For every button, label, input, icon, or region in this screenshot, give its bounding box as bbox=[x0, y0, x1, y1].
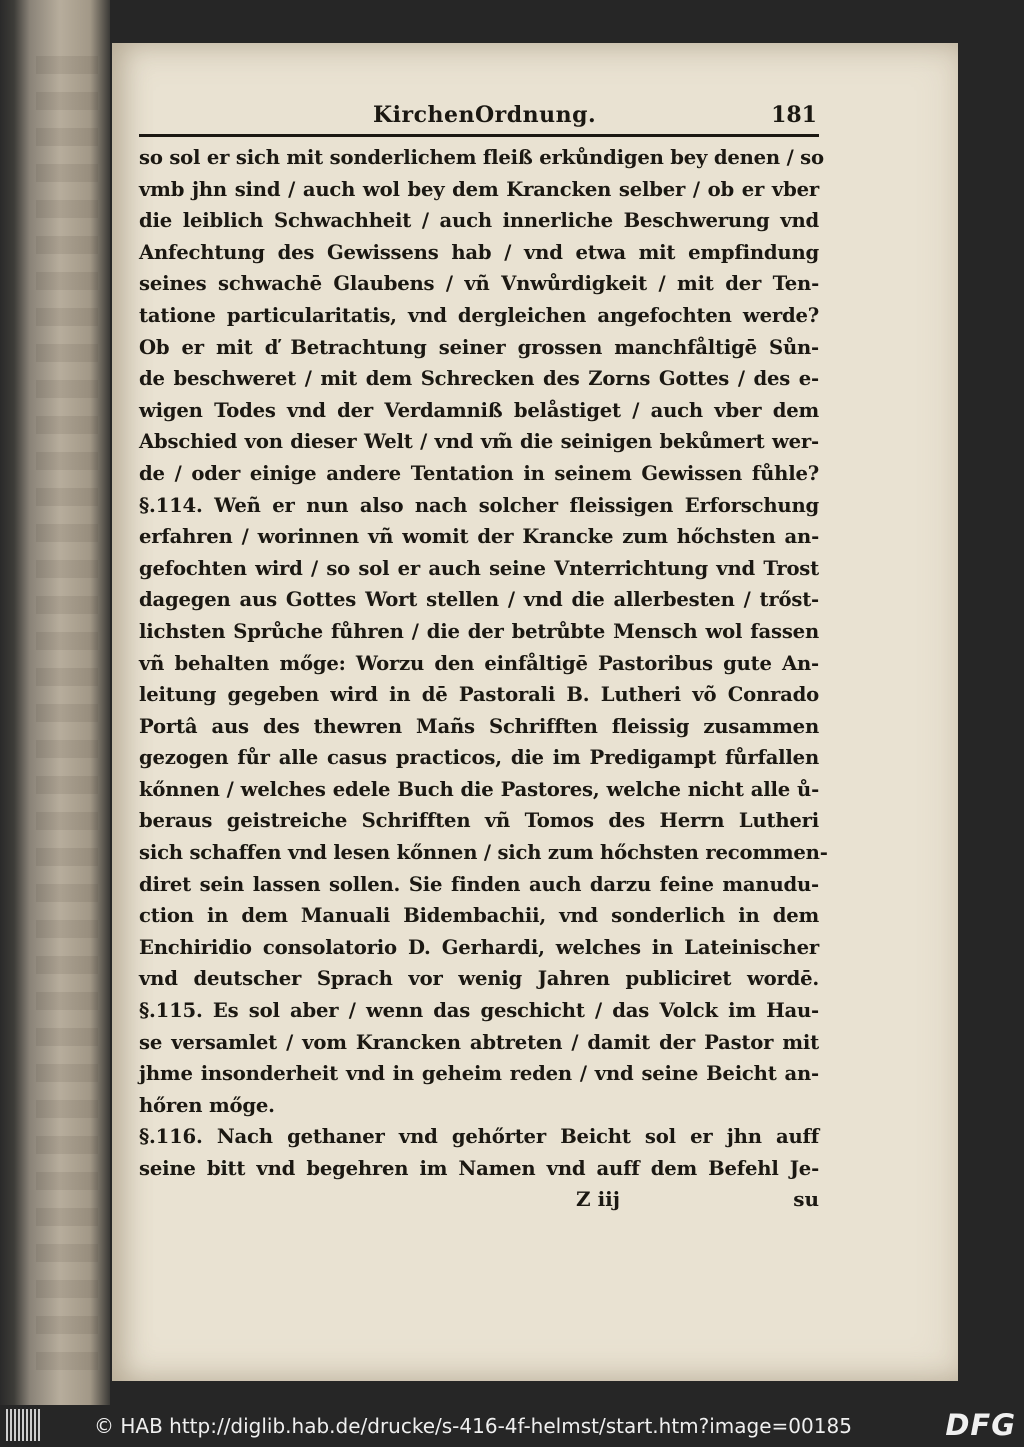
text-line: Ob er mit ď Betrachtung seiner grossen manchfåltigē Sůn- bbox=[139, 335, 819, 359]
text-line: vmb jhn sind / auch wol bey dem Krancken selber / ob er vber bbox=[139, 177, 819, 201]
catch-line bbox=[139, 1187, 819, 1221]
text-line: gefochten wird / so sol er auch seine Vnterrichtung vnd Trost bbox=[139, 556, 819, 580]
text-line: diret sein lassen sollen. Sie finden auch darzu feine manudu- bbox=[139, 872, 819, 896]
catchword: su bbox=[793, 1186, 819, 1211]
library-logo-icon bbox=[6, 1409, 42, 1441]
text-line: vñ behalten mőge: Worzu den einfåltigē Pastoribus gute An- bbox=[139, 651, 819, 675]
text-line: wigen Todes vnd der Verdamniß belåstiget / auch vber dem bbox=[139, 398, 819, 422]
text-line: seines schwachē Glaubens / vñ Vnwůrdigkeit / mit der Ten- bbox=[139, 272, 819, 296]
text-line: leitung gegeben wird in dē Pastorali B. Lutheri võ Conrado bbox=[139, 683, 819, 707]
text-line: Anfechtung des Gewissens hab / vnd etwa mit empfindung bbox=[139, 240, 819, 264]
text-line: §.114. Weñ er nun also nach solcher fleissigen Erforschung bbox=[139, 493, 819, 517]
text-line: kőnnen / welches edele Buch die Pastores, welche nicht alle ů- bbox=[139, 777, 819, 801]
book-page bbox=[112, 43, 958, 1381]
text-line: Enchiridio consolatorio D. Gerhardi, welches in Lateinischer bbox=[139, 935, 819, 959]
running-title: KirchenOrdnung. bbox=[373, 102, 597, 128]
text-line: lichsten Sprůche fůhren / die der betrůbte Mensch wol fassen bbox=[139, 619, 819, 643]
facing-page-fold bbox=[0, 0, 110, 1405]
dfg-logo: DFG bbox=[945, 1408, 1016, 1442]
text-line: jhme insonderheit vnd in geheim reden / vnd seine Beicht an- bbox=[139, 1062, 819, 1086]
text-line: die leiblich Schwachheit / auch innerliche Beschwerung vnd bbox=[139, 209, 819, 233]
fold-shadow bbox=[36, 40, 98, 1370]
text-block bbox=[139, 100, 828, 1221]
viewer-footer bbox=[0, 1405, 1024, 1447]
text-line: dagegen aus Gottes Wort stellen / vnd die allerbesten / trőst- bbox=[139, 588, 819, 612]
text-line: de beschweret / mit dem Schrecken des Zorns Gottes / des e- bbox=[139, 367, 819, 391]
body-text bbox=[139, 142, 828, 1185]
text-line: hőren mőge. bbox=[139, 1093, 275, 1117]
text-line: §.116. Nach gethaner vnd gehőrter Beicht sol er jhn auff bbox=[139, 1125, 819, 1149]
text-line: seine bitt vnd begehren im Namen vnd auff dem Befehl Je- bbox=[139, 1157, 819, 1180]
text-line: §.115. Es sol aber / wenn das geschicht / das Volck im Hau- bbox=[139, 999, 819, 1023]
text-line: ction in dem Manuali Bidembachii, vnd sonderlich in dem bbox=[139, 904, 819, 928]
credit-url[interactable]: © HAB http://diglib.hab.de/drucke/s-416-4f-helmst/start.htm?image=00185 bbox=[94, 1414, 852, 1438]
text-line: tatione particularitatis, vnd dergleichen angefochten werde? bbox=[139, 303, 819, 327]
text-line: gezogen fůr alle casus practicos, die im Predigampt fůrfallen bbox=[139, 746, 819, 770]
page-number: 181 bbox=[771, 102, 817, 128]
head-rule bbox=[139, 134, 819, 137]
text-line: vnd deutscher Sprach vor wenig Jahren publiciret wordē. bbox=[139, 967, 819, 991]
text-line: beraus geistreiche Schrifften vñ Tomos des Herrn Lutheri bbox=[139, 809, 819, 833]
signature-mark: Z iij bbox=[576, 1186, 620, 1211]
text-line: erfahren / worinnen vñ womit der Krancke zum hőchsten an- bbox=[139, 525, 819, 549]
text-line: Portâ aus des thewren Mañs Schrifften fleissig zusammen bbox=[139, 714, 819, 738]
text-line: se versamlet / vom Krancken abtreten / damit der Pastor mit bbox=[139, 1030, 819, 1054]
text-line: so sol er sich mit sonderlichem fleiß erkůndigen bey denen / so bbox=[139, 146, 824, 169]
text-line: Abschied von dieser Welt / vnd vm̃ die seinigen bekůmert wer- bbox=[139, 430, 819, 454]
running-head bbox=[139, 100, 819, 130]
text-line: de / oder einige andere Tentation in seinem Gewissen fůhle? bbox=[139, 461, 819, 485]
text-line: sich schaffen vnd lesen kőnnen / sich zum hőchsten recommen- bbox=[139, 841, 828, 865]
